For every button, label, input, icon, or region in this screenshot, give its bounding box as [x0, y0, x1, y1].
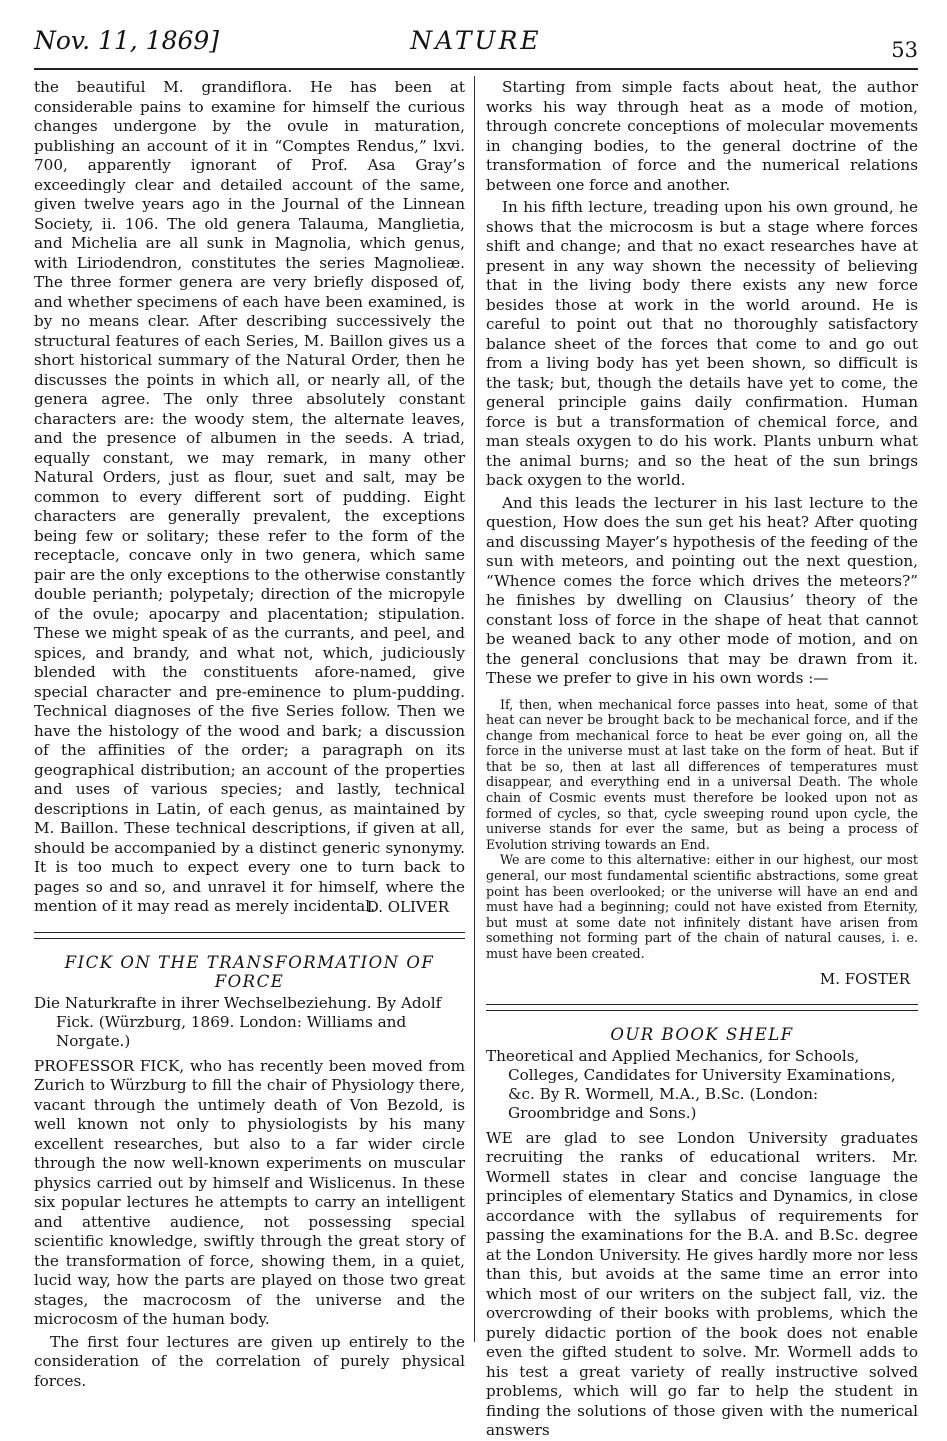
running-header	[34, 26, 918, 66]
article-title: FICK ON THE TRANSFORMATION OF FORCE	[64, 952, 435, 991]
header-rule	[34, 68, 918, 70]
section-divider	[34, 932, 465, 939]
article-paragraph: The first four lectures are given up entirely to the consideration of the correlation of purely physical forces.	[34, 1332, 465, 1390]
article-signature: M. FOSTER	[819, 969, 910, 988]
book-reference: Theoretical and Applied Mechanics, for Schools, Colleges, Candidates for University Examinations, &c. By R. Wormell, M.A., B.Sc. (London: Groombridge and Sons.)	[486, 1046, 896, 1122]
review-signature: D. OLIVER	[366, 897, 449, 916]
right-column	[486, 78, 918, 1441]
column-separator	[474, 76, 475, 1342]
journal-title: NATURE	[410, 26, 542, 55]
block-quote	[486, 697, 918, 962]
quote-paragraph: If, then, when mechanical force passes into heat, some of that heat can never be brought back to be mechanical force, and if the change from mechanical force to heat be ever going on, all the force in the universe must at last take on the form of heat. But if that be so, then at last all differences of temperatures must disappear, and everything end in a universal Death. The whole chain of Cosmic events must therefore be looked upon not as formed of cycles, so that, cycle sweeping round upon cycle, the universe stands for ever the same, but as being a process of Evolution striving towards an End.	[486, 696, 918, 852]
quote-paragraph: We are come to this alternative: either in our highest, our most general, our most fundamental scientific abstractions, some great point has been overlooked; or the universe will have an end and must have had a beginning; could not have existed from Eternity, but must at some date not infinitely distant have arisen from something not forming part of the chain of natural causes, i. e. must have been created.	[486, 852, 918, 961]
review-paragraph: WE are glad to see London University graduates recruiting the ranks of educational writers. Mr. Wormell states in clear and concise language the principles of elementary Statics and Dynamics, in close accordance with the syllabus of requirements for passing the examinations for the B.A. and B.Sc. degree at the London University. He gives hardly more nor less than this, but avoids at the same time an error into which most of our writers on the subject fall, viz. the overcrowding of their books with problems, which the purely didactic portion of the book does not enable even the gifted student to solve. Mr. Wormell adds to his test a great variety of really instructive solved problems, which will go far to help the student in finding the solutions of those given with the numerical answers	[486, 1128, 918, 1440]
section-divider	[486, 1004, 918, 1011]
article-paragraph: And this leads the lecturer in his last lecture to the question, How does the sun get his heat? After quoting and discussing Mayer’s hypothesis of the feeding of the sun with meteors, and pointing out the next question, “Whence comes the force which drives the meteors?” he finishes by dwelling on Clausius’ theory of the constant loss of force in the shape of heat that cannot be weaned back to any other mode of motion, and on the general conclusions that may be drawn from it. These we prefer to give in his own words :—	[486, 493, 918, 687]
article-paragraph: In his fifth lecture, treading upon his own ground, he shows that the microcosm is but a stage where forces shift and change; and that no exact researches have at present in any way shown the necessity of believing that in the living body there exists any new force besides those at work in the world around. He is careful to point out that no thoroughly satisfactory balance sheet of the forces that come to and go out from a living body has yet been shown, so difficult is the task; but, though the details have yet to come, the general principle gains daily confirmation. Human force is but a transformation of chemical force, and man steals oxygen to do his work. Plants unburn what the animal burns; and so the heat of the sun brings back oxygen to the world.	[486, 198, 918, 489]
book-reference: Die Naturkrafte in ihrer Wechselbeziehung. By Adolf Fick. (Würzburg, 1869. London: Williams and Norgate.)	[34, 993, 442, 1050]
page-number: 53	[891, 38, 918, 62]
article-paragraph: PROFESSOR FICK, who has recently been moved from Zurich to Würzburg to fill the chair of Physiology there, vacant through the untimely death of Von Bezold, is well known not only to physiologists by his many excellent researches, but also to a far wider circle through the now well-known experiments on muscular physics carried out by himself and Wislicenus. In these six popular lectures he attempts to carry an intelligent and attentive audience, not possessing special scientific knowledge, swiftly through the great story of the transformation of force, showing them, in a quiet, lucid way, how the parts are played on those two great stages, the macrocosm of the universe and the microcosm of the human body.	[34, 1056, 465, 1328]
issue-date: Nov. 11, 1869]	[34, 26, 220, 55]
left-column	[34, 78, 465, 1391]
section-title: OUR BOOK SHELF	[610, 1024, 794, 1044]
review-continued-text: the beautiful M. grandiflora. He has been at considerable pains to examine for himself the curious changes undergone by the ovule in maturation, publishing an account of it in “Comptes Rendus,” lxvi. 700, apparently ignorant of Prof. Asa Gray’s exceedingly clear and detailed account of the same, given twelve years ago in the Journal of the Linnean Society, ii. 106. The old genera Talauma, Manglietia, and Michelia are all sunk in Magnolia, which genus, with Liriodendron, constitutes the series Magnolieæ. The three former genera are very briefly disposed of, and whether specimens of each have been examined, is by no means clear. After describing successively the structural features of each Series, M. Baillon gives us a short historical summary of the Natural Order, then he discusses the points in which all, or nearly all, of the genera agree. The only three absolutely constant characters are: the woody stem, the alternate leaves, and the presence of albumen in the seeds. A triad, equally constant, we may remark, in many other Natural Orders, just as flour, suet and salt, may be common to every different sort of pudding. Eight characters are generally prevalent, the exceptions being few or solitary; these refer to the form of the receptacle, concave only in two genera, which same pair are the only exceptions to the otherwise constantly double perianth; polypetaly; direction of the micropyle of the ovule; apocarpy and placentation; stipulation. These we might speak of as the currants, and peel, and spices, and brandy, and what not, which, judiciously blended with the constituents afore-named, give special character and pre-eminence to plum-pudding. Technical diagnoses of the five Series follow. Then we have the histology of the wood and bark; a discussion of the affinities of the order; a paragraph on its geographical distribution; an account of the properties and uses of various species; and lastly, technical descriptions in Latin, of each genus, as maintained by M. Baillon. These technical descriptions, if given at all, should be accompanied by a distinct generic synonymy. It is too much to expect every one to turn back to pages so and so, and unravel it for himself, where the mention of it may read as merely incidental.	[34, 78, 465, 915]
article-paragraph: Starting from simple facts about heat, the author works his way through heat as a mode of motion, through concrete conceptions of molecular movements in changing bodies, to the general doctrine of the transformation of force and the numerical relations between one force and another.	[486, 78, 918, 194]
